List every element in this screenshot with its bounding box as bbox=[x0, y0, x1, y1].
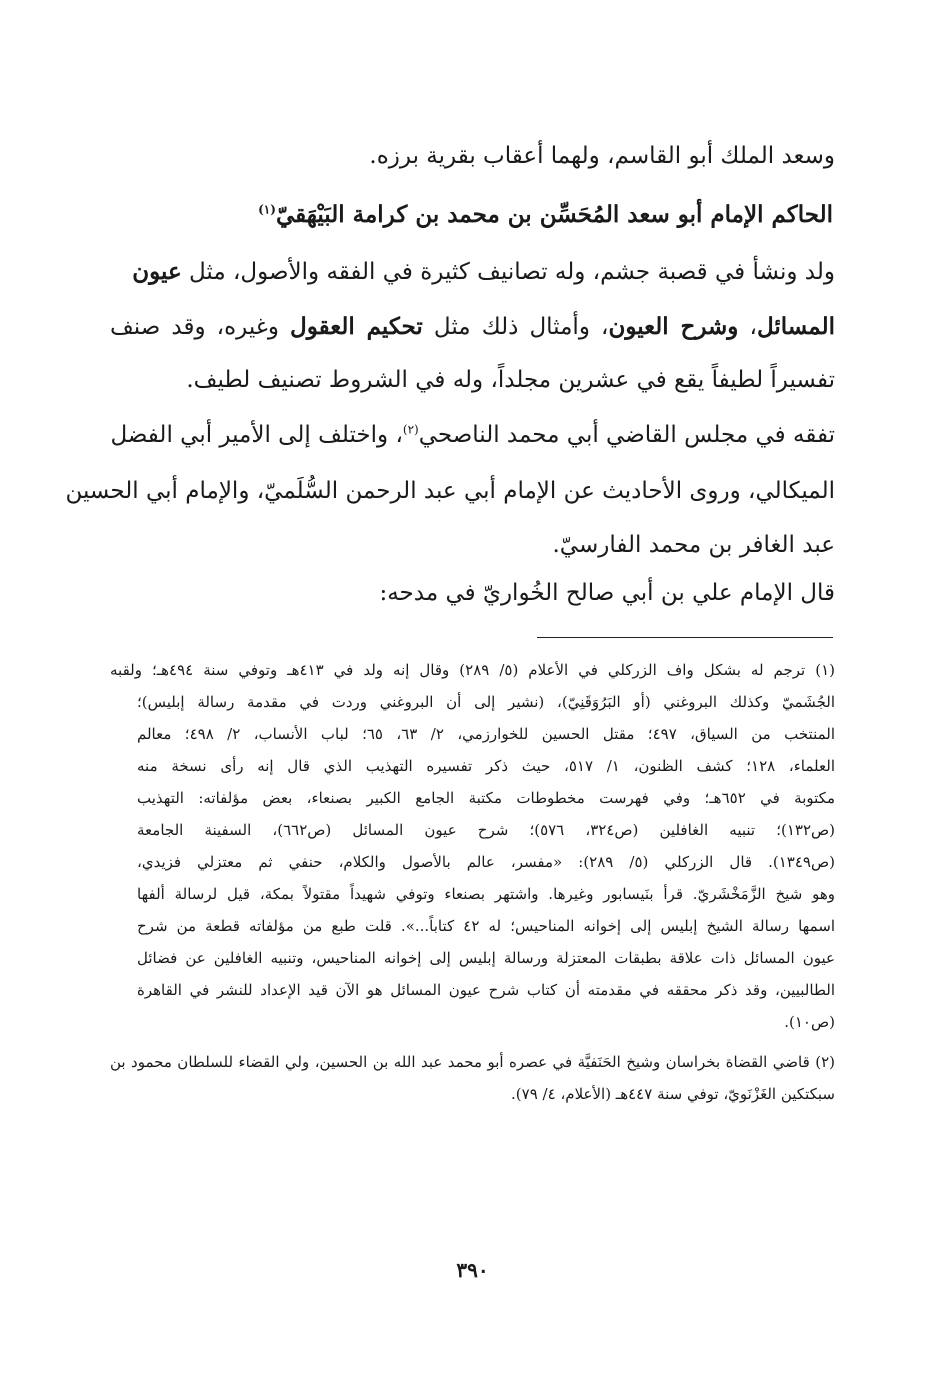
footnote-2-line: سبكتكين الغَزْنَويّ، توفي سنة ٤٤٧هـ (الأعلام، ٤/ ٧٩). bbox=[511, 1085, 835, 1103]
book-title-masail: المسائل bbox=[756, 313, 835, 340]
footnote-ref-1[interactable]: (١) bbox=[258, 202, 276, 217]
paragraph-2-line-2: الميكالي، وروى الأحاديث عن الإمام أبي عبد الرحمن السُّلَميّ، والإمام أبي الحسين bbox=[65, 478, 835, 504]
footnote-ref-2[interactable]: (٢) bbox=[402, 422, 419, 437]
footnote-separator bbox=[537, 637, 833, 638]
paragraph-1-line-1 bbox=[132, 257, 835, 287]
book-title-uyun: عيون bbox=[132, 258, 182, 285]
p1-l2-text: ، وأمثال ذلك مثل bbox=[433, 314, 609, 340]
footnote-1-line: وهو شيخ الزَّمَخْشَريّ. قرأ بنَيسابور وغيرها. واشتهر بصنعاء وتوفي شهيداً مقتولاً بمكة، قيل لرسالة ألفها bbox=[137, 885, 835, 903]
footnote-1-line: (ص١٣٢)؛ تنبيه الغافلين (ص٣٢٤، ٥٧٦)؛ شرح عيون المسائل (ص٦٦٢)، السفينة الجامعة bbox=[137, 821, 835, 839]
book-title-tahkim: تحكيم العقول bbox=[290, 313, 423, 340]
book-title-sharh-uyun: وشرح العيون bbox=[608, 313, 739, 340]
footnote-1-line: عيون المسائل ذات علاقة بطبقات المعتزلة ورسالة إبليس إلى إخوانه المناحيس، وتنبيه الغافلين عن فضائل bbox=[137, 949, 835, 967]
p2-l1-tail: ، واختلف إلى الأمير أبي الفضل bbox=[110, 422, 403, 448]
footnote-1-line: العلماء، ١٢٨؛ كشف الظنون، ١/ ٥١٧، حيث ذكر تفسيره التهذيب الذي قال إنه رأى نسخة منه bbox=[137, 757, 835, 775]
p1-l1-text: ولد ونشأ في قصبة جشم، وله تصانيف كثيرة في الفقه والأصول، مثل bbox=[188, 259, 835, 285]
footnote-2-line: (٢) قاضي القضاة بخراسان وشيخ الحَنَفيَّة في عصره أبو محمد عبد الله بن الحسين، ولي القضاء للسلطان محمود بن bbox=[110, 1053, 835, 1071]
footnote-1-line: اسمها رسالة الشيخ إبليس إلى إخوانه المناحيس؛ له ٤٢ كتاباً...». قلت طبع من مؤلفاته قطعة من شرح bbox=[137, 917, 835, 935]
footnote-1-line: (١) ترجم له بشكل واف الزركلي في الأعلام (٥/ ٢٨٩) وقال إنه ولد في ٤١٣هـ وتوفي سنة ٤٩٤هـ؛ ولقبه bbox=[110, 661, 835, 679]
biography-heading bbox=[108, 200, 833, 230]
poem-intro-line: قال الإمام علي بن أبي صالح الخُواريّ في مدحه: bbox=[379, 580, 835, 606]
footnote-1-line: (ص١٠). bbox=[784, 1013, 835, 1031]
paragraph-1-line-2 bbox=[110, 312, 835, 342]
body-line-continuation: وسعد الملك أبو القاسم، ولهما أعقاب بقرية برزه. bbox=[369, 143, 835, 169]
page bbox=[65, 0, 835, 1377]
p1-l2-tail: وغيره، وقد صنف bbox=[110, 314, 279, 340]
footnote-1-line: الجُشَميّ وكذلك البروغني (أو البَرُوَقَنِيّ)، (نشير إلى أن البروغني وردت في مقدمة رسالة إبليس)؛ bbox=[137, 693, 835, 711]
paragraph-1-line-3: تفسيراً لطيفاً يقع في عشرين مجلداً، وله في الشروط تصنيف لطيف. bbox=[186, 367, 835, 393]
footnote-1-line: (ص١٣٤٩). قال الزركلي (٥/ ٢٨٩): «مفسر، عالم بالأصول والكلام، حنفي ثم معتزلي فزيدي، bbox=[137, 853, 835, 871]
footnote-1-line: مكتوبة في ٦٥٢هـ؛ وفي فهرست مخطوطات مكتبة الجامع الكبير بصنعاء، بعض مؤلفاته: التهذيب bbox=[137, 789, 835, 807]
p1-l2-sep: ، bbox=[738, 314, 757, 340]
p2-l1-text: تفقه في مجلس القاضي أبي محمد الناصحي bbox=[418, 422, 835, 448]
paragraph-2-line-3: عبد الغافر بن محمد الفارسيّ. bbox=[552, 532, 835, 558]
footnote-1-line: الطالبيين، وقد ذكر محققه في مقدمته أن كتاب شرح عيون المسائل هو الآن قيد الإعداد للنشر في القاهرة bbox=[137, 981, 835, 999]
page-number: ٣٩٠ bbox=[456, 1258, 489, 1282]
footnote-1-line: المنتخب من السياق، ٤٩٧؛ مقتل الحسين للخوارزمي، ٢/ ٦٣، ٦٥؛ لباب الأنساب، ٢/ ٤٩٨؛ معالم bbox=[137, 725, 835, 743]
paragraph-2-line-1 bbox=[110, 420, 835, 450]
heading-text: الحاكم الإمام أبو سعد المُحَسِّن بن محمد بن كرامة البَيْهَقيّ bbox=[275, 201, 833, 228]
